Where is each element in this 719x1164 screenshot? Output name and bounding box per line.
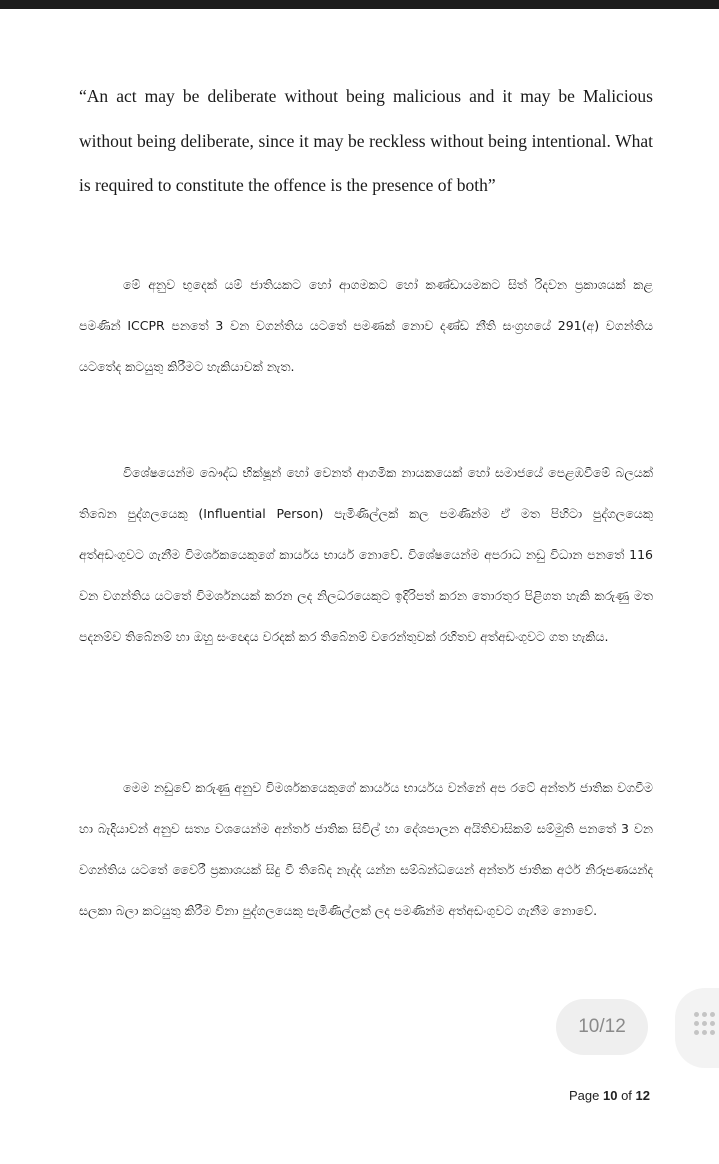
page-indicator-badge: 10/12: [556, 999, 648, 1055]
sinhala-paragraph-3: මෙම නඩුවේ කරුණු අනුව විමර්ශකයෙකුගේ කාර්යය භාර්යය වන්නේ අප රටේ අන්තර් ජාතික වගවීම හා බැදියාවන් අනුව සත්‍ය වශයෙන්ම අන්තර් ජාතික සිවිල් හා දේශපාලන අයිතිවාසිකම් සම්මුති පනතේ 3 වන වගන්තිය යටතේ වෛරී ප්‍රකාශයක් සිදු වී තිබේද නැද්ද යන්න සම්බන්ධයෙන් අන්තර් ජාතික අර්ථ නිරූපණයන්ද සලකා බලා කටයුතු කිරීම විනා පුද්ගලයෙකු පැමිණිල්ලක් ලද පමණින්ම අත්අඩංගුවට ගැනීම නොවේ.: [79, 780, 653, 918]
quote-paragraph: “An act may be deliberate without being malicious and it may be Malicious without being deliberate, since it may be reckless without being intentional. What is required to constitute the offence is the presence of both”: [79, 86, 653, 195]
sinhala-paragraph-1: මේ අනුව භුදෙක් යම් ජාතියකට හෝ ආගමකට හෝ කණ්ඩායමකට සිත් රිදවන ප්‍රකාශයක් කළ පමණින් ICCPR පනතේ 3 වන වගන්තිය යටතේ පමණක් නොව දණ්ඩ නීති සංග්‍රහයේ 291(අ) වගන්තිය යටතේද කටයුතු කිරීමට හැකියාවක් නැත.: [79, 277, 653, 374]
footer-prefix: Page: [569, 1088, 603, 1103]
sinhala-paragraph-2: විශේෂයෙන්ම බෞද්ධ භික්ෂූන් හෝ වෙනත් ආගමික නායකයෙක් හෝ සමාජයේ පෙළඹවීමේ බලයක් තිබෙන පුද්ගලයෙකු (Influential Person) පැමිණිල්ලක් කල පමණින්ම ඒ මත පිහිටා පුද්ගලයෙකු අත්අඩංගුවට ගැනීම විමර්ශකයෙකුගේ කාර්යය භාර්ය නොවේ. විශේෂයෙන්ම අපරාධ නඩු විධාන පනතේ 116 වන වගන්තිය යටතේ විමර්ශනයක් කරන ලද නිලධරයෙකුට ඉදිරිපත් කරන තොරතුර පිළිගත හැකි කරුණු මත පදනම්ව තිබේනම් හා ඔහු සංඥෙය වරදක් කර තිබේනම් වරෙන්තුවක් රහිතව අත්අඩංගුවට ගත හැකිය.: [79, 465, 653, 644]
footer-total-pages: 12: [635, 1088, 650, 1103]
footer-mid: of: [617, 1088, 636, 1103]
top-status-bar: [0, 0, 719, 9]
page-footer: [569, 1088, 650, 1103]
footer-current-page: 10: [602, 1088, 618, 1103]
grip-dots-icon: [694, 1012, 716, 1044]
scroll-handle[interactable]: [675, 988, 719, 1068]
